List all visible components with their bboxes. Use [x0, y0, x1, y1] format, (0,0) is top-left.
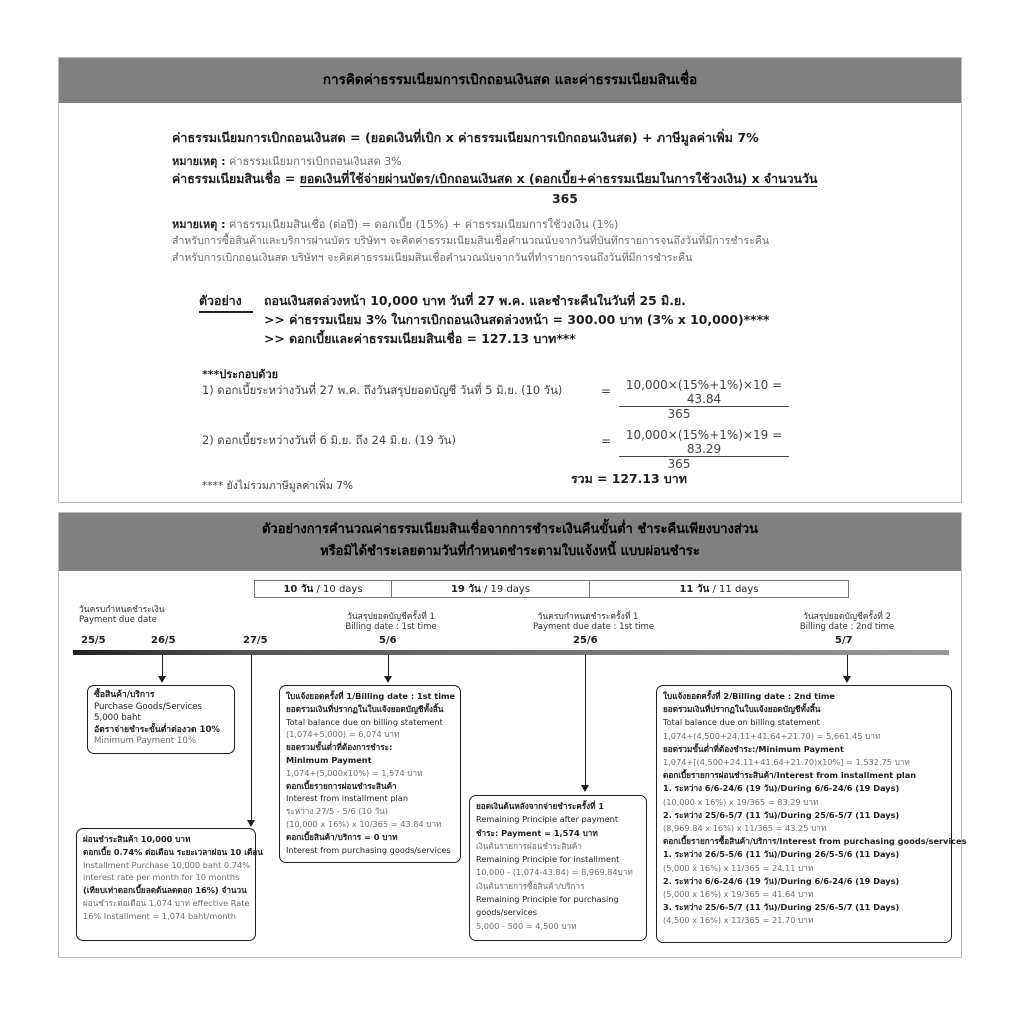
remaining-line: 10,000 - (1,074-43.84) = 8,969.84บาท — [476, 867, 633, 878]
point-label-en: Payment due date — [79, 615, 157, 625]
billing-1-line: Minimum Payment — [286, 754, 372, 765]
billing-2-line: 1. ระหว่าง 26/5-5/6 (11 วัน)/During 26/5-5/6 (11 Days) — [663, 849, 900, 860]
billing-1-line: Total balance due on billing statement — [286, 716, 443, 727]
point-label-en: Payment due date : 1st time — [533, 622, 655, 632]
billing-2-line: Total balance due on billing statement — [663, 717, 820, 728]
point-label-th: วันครบกำหนดชำระครั้งที่ 1 — [537, 612, 639, 622]
billing-statement-2-box — [656, 685, 967, 943]
billing-1-line: ยอดรวมขั้นต่ำที่ต้องการชำระ: — [286, 742, 393, 753]
billing-2-line: (4,500 x 16%) x 11/365 = 21.70 บาท — [663, 915, 814, 926]
fraction-denominator: 365 — [667, 407, 691, 421]
remaining-line: Remaining Principle after payment — [476, 814, 619, 825]
arrow-down-icon — [384, 676, 392, 683]
remaining-line: goods/services — [476, 907, 538, 918]
remaining-line: เงินต้นรายการซื้อสินค้า/บริการ — [476, 880, 585, 891]
date-26-5: 26/5 — [151, 635, 176, 646]
timeline-bar — [73, 650, 949, 655]
point-label-en: Billing date : 2nd time — [799, 622, 895, 632]
installment-box — [76, 828, 263, 941]
note-text: ค่าธรรมเนียมการเบิกถอนเงินสด 3% — [225, 155, 402, 168]
remaining-line: ชำระ: Payment = 1,574 บาท — [476, 827, 598, 838]
date-25-5: 25/5 — [81, 635, 106, 646]
segment-11-days — [590, 581, 848, 597]
point-label-th: วันครบกำหนดชำระเงิน — [79, 605, 165, 615]
installment-example-header — [59, 513, 961, 571]
note-label: หมายเหตุ : — [172, 155, 226, 168]
segment-days-en: / 10 days — [313, 584, 363, 595]
point-label-en: Billing date : 1st time — [345, 622, 437, 632]
arrow-down-icon — [247, 820, 255, 827]
fraction-numerator: 10,000×(15%+1%)×19 = 83.29 — [619, 428, 789, 457]
segment-days-en: / 19 days — [480, 584, 531, 595]
installment-box-line: Installment Purchase 10,000 baht 0.74% — [83, 859, 250, 870]
billing-2-line: 1. ระหว่าง 6/6-24/6 (19 วัน)/During 6/6-24/6 (19 Days) — [663, 783, 900, 794]
installment-box-line: ผ่อนชำระสินค้า 10,000 บาท — [83, 834, 191, 844]
remaining-line: Remaining Principle for installment — [476, 854, 620, 865]
connector-5-6 — [388, 655, 389, 676]
installment-box-line: 16% Installment = 1,074 baht/month — [83, 910, 236, 921]
interest-item-2-equals: = — [601, 434, 612, 448]
billing-2-line: (10,000 x 16%) x 19/365 = 83.29 บาท — [663, 796, 819, 807]
segment-days-th: 11 วัน — [679, 584, 710, 595]
credit-fee-label: ค่าธรรมเนียมสินเชื่อ = — [172, 171, 300, 186]
example-line-3: >> ดอกเบี้ยและค่าธรรมเนียมสินเชื่อ = 127.13 บาท*** — [264, 331, 576, 346]
connector-5-7 — [847, 655, 848, 676]
billing-1-line: 1,074+(5,000x10%) = 1,574 บาท — [286, 767, 423, 778]
billing-2-line: (8,969.84 x 16%) x 11/365 = 43.25 บาท — [663, 823, 827, 834]
connector-27-5 — [251, 655, 252, 820]
billing-statement-1-box — [279, 685, 461, 863]
date-5-6: 5/6 — [379, 635, 397, 646]
period-segments — [254, 580, 849, 598]
purchase-box-line: Purchase Goods/Services — [94, 701, 202, 712]
installment-example-title-line1: ตัวอย่างการคำนวณค่าธรรมเนียมสินเชื่อจากการชำระเงินคืนขั้นต่ำ ชำระคืนเพียงบางส่วน — [261, 522, 759, 537]
remaining-line: ยอดเงินต้นหลังจากจ่ายชำระครั้งที่ 1 — [476, 801, 605, 811]
segment-10-days — [255, 581, 392, 597]
billing-1-line: Interest from installment plan — [286, 793, 409, 804]
example-line-2: >> ค่าธรรมเนียม 3% ในการเบิกถอนเงินสดล่วงหน้า = 300.00 บาท (3% x 10,000)**** — [264, 312, 770, 327]
segment-days-en: / 11 days — [709, 584, 759, 595]
billing-2-line: ดอกเบี้ยรายการผ่อนชำระสินค้า/Interest from installment plan — [663, 770, 917, 781]
arrow-down-icon — [581, 785, 589, 792]
fee-calculation-panel — [58, 57, 962, 503]
purchase-box — [87, 685, 235, 754]
billing-1-line: ดอกเบี้ยรายการผ่อนชำระสินค้า — [286, 780, 397, 791]
example-label: ตัวอย่าง — [199, 293, 242, 308]
credit-fee-numerator: ยอดเงินที่ใช้จ่ายผ่านบัตร/เบิกถอนเงินสด x (ดอกเบี้ย+ค่าธรรมเนียมในการใช้วงเงิน) x จำนวนวัน — [299, 171, 818, 186]
date-5-7: 5/7 — [835, 635, 853, 646]
billing-2-line: (5,000 x 16%) x 11/365 = 24.11 บาท — [663, 862, 814, 873]
purchase-box-line: อัตราจ่ายชำระขั้นต่ำต่องวด 10% — [94, 724, 221, 735]
billing-1-line: ดอกเบี้ยสินค้า/บริการ = 0 บาท — [286, 831, 398, 842]
point-label-payment-due-1 — [533, 612, 655, 632]
segment-days-th: 19 วัน — [450, 584, 481, 595]
point-label-payment-due — [79, 605, 165, 625]
installment-box-line: interest rate per month for 10 months — [83, 872, 240, 883]
interest-item-1: 1) ดอกเบี้ยระหว่างวันที่ 27 พ.ค. ถึงวันสรุปยอดบัญชี วันที่ 5 มิ.ย. (10 วัน) — [202, 383, 563, 397]
vat-footnote: **** ยังไม่รวมภาษีมูลค่าเพิ่ม 7% — [202, 480, 354, 492]
billing-2-line: 2. ระหว่าง 6/6-24/6 (19 วัน)/During 6/6-24/6 (19 Days) — [663, 875, 900, 886]
billing-1-line: ยอดรวมเงินที่ปรากฏในใบแจ้งยอดบัญชีทั้งสิ้น — [286, 703, 444, 714]
date-25-6: 25/6 — [573, 635, 598, 646]
example-line-1: ถอนเงินสดล่วงหน้า 10,000 บาท วันที่ 27 พ.ค. และชำระคืนในวันที่ 25 มิ.ย. — [264, 293, 686, 308]
billing-2-line: (5,000 x 16%) x 19/365 = 41.64 บาท — [663, 889, 814, 900]
billing-2-line: 1,074+(4,500+24.11+41.64+21.70) = 5,661.45 บาท — [663, 730, 881, 741]
arrow-down-icon — [158, 676, 166, 683]
credit-fee-note-line2: สำหรับการซื้อสินค้าและบริการผ่านบัตร บริษัทฯ จะคิดค่าธรรมเนียมสินเชื่อคำนวณนับจากวันที่บันทึกรายการจนถึงวันที่มีการชำระคืน — [172, 235, 770, 247]
fee-calculation-title: การคิดค่าธรรมเนียมการเบิกถอนเงินสด และค่าธรรมเนียมสินเชื่อ — [322, 72, 698, 88]
segment-days-th: 10 วัน — [283, 584, 314, 595]
fraction-numerator: 10,000×(15%+1%)×10 = 43.84 — [619, 378, 789, 407]
total-amount: รวม = 127.13 บาท — [571, 471, 687, 486]
credit-fee-formula — [172, 170, 817, 189]
billing-2-line: 3. ระหว่าง 25/6-5/7 (11 วัน)/During 25/6-5/7 (11 Days) — [663, 902, 900, 913]
installment-box-line: ผ่อนชำระต่อเดือน 1,074 บาท effective Rate — [83, 897, 250, 908]
arrow-down-icon — [843, 676, 851, 683]
credit-fee-note-line3: สำหรับการเบิกถอนเงินสด บริษัทฯ จะคิดค่าธรรมเนียมสินเชื่อคำนวณนับจากวันที่ทำรายการจนถึงวันที่มีการชำระคืน — [172, 252, 693, 264]
installment-box-line: ดอกเบี้ย 0.74% ต่อเดือน ระยะเวลาผ่อน 10 เดือน — [83, 846, 263, 857]
credit-fee-note — [172, 215, 618, 233]
example-label-underline — [199, 311, 253, 313]
cash-advance-fee-note — [172, 152, 402, 170]
billing-1-line: Interest from purchasing goods/services — [286, 844, 451, 855]
remaining-line: 5,000 - 500 = 4,500 บาท — [476, 920, 577, 931]
note-text: ค่าธรรมเนียมสินเชื่อ (ต่อปี) = ดอกเบี้ย (15%) + ค่าธรรมเนียมการใช้วงเงิน (1%) — [225, 218, 619, 231]
interest-item-1-equals: = — [601, 384, 612, 398]
billing-1-line: ใบแจ้งยอดครั้งที่ 1/Billing date : 1st time — [286, 691, 456, 701]
point-label-th: วันสรุปยอดบัญชีครั้งที่ 2 — [803, 612, 891, 622]
billing-2-line: ดอกเบี้ยรายการซื้อสินค้า/บริการ/Interest from purchasing goods/services — [663, 836, 967, 847]
billing-2-line: ใบแจ้งยอดครั้งที่ 2/Billing date : 2nd time — [663, 691, 835, 701]
credit-fee-denominator: 365 — [552, 191, 578, 206]
billing-2-line: ยอดรวมขั้นต่ำที่ต้องชำระ:/Minimum Payment — [663, 743, 844, 754]
cash-advance-fee-formula: ค่าธรรมเนียมการเบิกถอนเงินสด = (ยอดเงินที่เบิก x ค่าธรรมเนียมการเบิกถอนเงินสด) + ภาษีมูลค่าเพิ่ม 7% — [172, 130, 759, 145]
segment-19-days — [392, 581, 590, 597]
point-label-billing-2 — [797, 612, 897, 632]
connector-25-6 — [585, 655, 586, 785]
billing-1-line: ระหว่าง 27/5 - 5/6 (10 วัน) — [286, 806, 388, 817]
remaining-line: เงินต้นรายการผ่อนชำระสินค้า — [476, 840, 582, 851]
billing-1-line: (1,074+5,000) = 6,074 บาท — [286, 729, 400, 740]
billing-2-line: 1,074+[(4,500+24.11+41.64+21.70)x10%] = 1,532.75 บาท — [663, 757, 910, 768]
remaining-principle-box — [469, 795, 647, 941]
fraction-denominator: 365 — [667, 457, 691, 471]
installment-example-title-line2: หรือมิได้ชำระเลยตามวันที่กำหนดชำระตามใบแจ้งหนี้ แบบผ่อนชำระ — [320, 544, 700, 559]
billing-2-line: ยอดรวมเงินที่ปรากฏในใบแจ้งยอดบัญชีทั้งสิ้น — [663, 704, 821, 715]
purchase-box-line: ซื้อสินค้า/บริการ — [94, 690, 155, 700]
date-27-5: 27/5 — [243, 635, 268, 646]
point-label-th: วันสรุปยอดบัญชีครั้งที่ 1 — [347, 612, 435, 622]
billing-1-line: (10,000 x 16%) x 10/365 = 43.84 บาท — [286, 818, 442, 829]
fee-calculation-header — [59, 58, 961, 103]
point-label-billing-1 — [341, 612, 441, 632]
interest-item-2-fraction — [619, 428, 789, 471]
connector-26-5 — [162, 655, 163, 676]
interest-item-2: 2) ดอกเบี้ยระหว่างวันที่ 6 มิ.ย. ถึง 24 มิ.ย. (19 วัน) — [202, 433, 456, 447]
billing-2-line: 2. ระหว่าง 25/6-5/7 (11 วัน)/During 25/6-5/7 (11 Days) — [663, 809, 900, 820]
installment-example-panel — [58, 512, 967, 958]
remaining-line: Remaining Principle for purchasing — [476, 894, 619, 905]
interest-item-1-fraction — [619, 378, 789, 421]
consist-label: ***ประกอบด้วย — [202, 368, 279, 381]
note-label: หมายเหตุ : — [172, 218, 226, 231]
installment-box-line: (เทียบเท่าดอกเบี้ยลดต้นลดดอก 16%) จำนวน — [83, 885, 247, 896]
purchase-box-line: Minimum Payment 10% — [94, 736, 197, 747]
purchase-box-line: 5,000 baht — [94, 713, 141, 724]
